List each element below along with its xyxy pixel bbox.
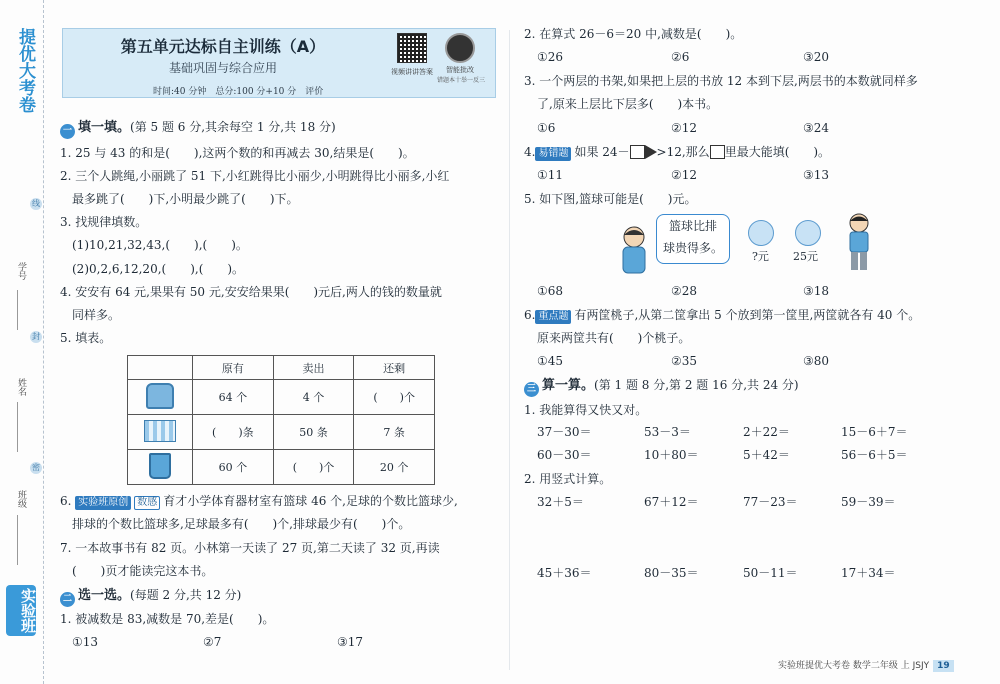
choice-option[interactable]: ①6 <box>537 121 556 135</box>
calc-2: 2. 用竖式计算。 <box>524 472 612 486</box>
choice-option[interactable]: ②6 <box>671 50 690 64</box>
volleyball-icon <box>795 220 821 246</box>
choice-4 <box>524 145 830 161</box>
qr-code-icon[interactable] <box>397 33 427 63</box>
section-note: (每题 2 分,共 12 分) <box>130 588 242 602</box>
table-header-cell: 还剩 <box>354 356 435 380</box>
table-row <box>128 415 435 450</box>
section-note: (第 1 题 8 分,第 2 题 16 分,共 24 分) <box>594 378 799 392</box>
calc-item[interactable]: 56－6＋5＝ <box>841 448 908 462</box>
smart-caption: 智能批改 <box>446 66 474 74</box>
bubble-line: 球贵得多。 <box>662 241 723 255</box>
section-calculate <box>524 378 799 397</box>
question-2-line1: 2. 三个人跳绳,小丽跳了 51 下,小红跳得比小丽少,小明跳得比小丽多,小红 <box>60 169 450 183</box>
page-header <box>62 28 496 98</box>
section-number: 二 <box>60 592 75 607</box>
page-number: 19 <box>933 660 954 672</box>
calc-item[interactable]: 60－30＝ <box>537 448 592 462</box>
section-number: 三 <box>524 382 539 397</box>
question-4-line2: 同样多。 <box>72 308 121 322</box>
key-question-tag: 重点题 <box>535 310 571 324</box>
student-id-line <box>17 290 18 330</box>
class-line <box>17 515 18 565</box>
table-cell: 20 个 <box>354 450 435 485</box>
choice-option[interactable]: ②28 <box>671 284 698 298</box>
vertical-calc-item[interactable]: 59－39＝ <box>841 495 896 509</box>
choice-option[interactable]: ③80 <box>803 354 830 368</box>
question-3a: (1)10,21,32,43,( ),( )。 <box>72 238 248 252</box>
table-cell[interactable]: ( )个 <box>354 380 435 415</box>
question-6-line2: 排球的个数比篮球多,足球最多有( )个,排球最少有( )个。 <box>72 517 411 531</box>
choice-4-text-a: 如果 24－ <box>574 145 630 159</box>
section-title: 填一填。 <box>78 120 131 135</box>
vertical-calc-item[interactable]: 67＋12＝ <box>644 495 699 509</box>
question-4-line1: 4. 安安有 64 元,果果有 50 元,安安给果果( )元后,两人的钱的数量就 <box>60 285 442 299</box>
choice-option[interactable]: ①11 <box>537 168 564 182</box>
section-choose <box>60 588 241 607</box>
section-note: (第 5 题 6 分,其余每空 1 分,共 18 分) <box>130 120 336 134</box>
bubble-line: 篮球比排 <box>668 219 717 233</box>
smart-caption-2: 错题本十举一反三 <box>436 77 485 84</box>
choice-2: 2. 在算式 26－6＝20 中,减数是( )。 <box>524 27 743 41</box>
choice-option[interactable]: ①13 <box>72 635 99 649</box>
choice-option[interactable]: ②12 <box>671 121 698 135</box>
table-row <box>128 450 435 485</box>
table-cell: 60 个 <box>193 450 274 485</box>
smart-grading-icon[interactable] <box>445 33 475 63</box>
section-title: 算一算。 <box>542 378 595 393</box>
section-fill <box>60 120 336 139</box>
blank-box[interactable] <box>630 145 645 159</box>
vertical-calc-item[interactable]: 32＋5＝ <box>537 495 584 509</box>
footer-text: 实验班提优大考卷 数学二年级 上 JSJY <box>778 661 930 671</box>
table-header-cell <box>128 356 193 380</box>
volleyball-price: 25元 <box>793 250 818 263</box>
greater-than-icon <box>645 145 657 159</box>
blank-box[interactable] <box>710 145 725 159</box>
choice-option[interactable]: ②12 <box>671 168 698 182</box>
seal-dot: 线 <box>32 199 40 208</box>
table-header-row <box>128 356 435 380</box>
choice-option[interactable]: ①26 <box>537 50 564 64</box>
question-3b: (2)0,2,6,12,20,( ),( )。 <box>72 262 245 276</box>
question-6-line1: 6. 实验班原创 数感 育才小学体育器材室有篮球 46 个,足球的个数比篮球少, <box>60 494 458 508</box>
boy-illustration <box>618 225 650 275</box>
choice-4-text-b: >12,那么 <box>656 145 710 159</box>
question-6-text: 育才小学体育器材室有篮球 46 个,足球的个数比篮球少, <box>163 494 458 508</box>
section-number: 一 <box>60 124 75 139</box>
choice-4-number: 4. <box>524 145 536 159</box>
choice-option[interactable]: ③24 <box>803 121 830 135</box>
choice-option[interactable]: ①68 <box>537 284 564 298</box>
calc-item[interactable]: 10＋80＝ <box>644 448 699 462</box>
question-2-line2: 最多跳了( )下,小明最少跳了( )下。 <box>72 192 299 206</box>
original-tag: 实验班原创 <box>75 496 131 510</box>
question-5: 5. 填表。 <box>60 331 112 345</box>
choice-6-text: 有两筐桃子,从第二筐拿出 5 个放到第一筐里,两筐就各有 40 个。 <box>574 308 921 322</box>
brand-top: 提优大考卷 <box>15 28 35 113</box>
cup-icon <box>128 450 193 485</box>
choice-6-line1 <box>524 308 920 324</box>
vertical-calc-item[interactable]: 17＋34＝ <box>841 566 896 580</box>
basketball-price: ?元 <box>752 250 769 263</box>
towel-icon <box>128 415 193 450</box>
vertical-calc-item[interactable]: 50－11＝ <box>743 566 798 580</box>
backpack-icon <box>128 380 193 415</box>
error-prone-tag: 易错题 <box>535 147 571 161</box>
section-title: 选一选。 <box>78 588 131 603</box>
column-divider <box>509 30 510 670</box>
page-footer <box>778 658 954 672</box>
qr-caption: 视频讲讲答案 <box>391 68 433 76</box>
choice-option[interactable]: ②7 <box>203 635 222 649</box>
question-1: 1. 25 与 43 的和是( ),这两个数的和再减去 30,结果是( )。 <box>60 146 415 160</box>
choice-6-number: 6. <box>524 308 536 322</box>
choice-option[interactable]: ③13 <box>803 168 830 182</box>
table-cell: 4 个 <box>273 380 354 415</box>
question-7-line1: 7. 一本故事书有 82 页。小林第一天读了 27 页,第二天读了 32 页,再读 <box>60 541 440 555</box>
basketball-icon <box>748 220 774 246</box>
calc-item[interactable]: 53－3＝ <box>644 425 691 439</box>
table-row <box>128 380 435 415</box>
table-cell[interactable]: ( )个 <box>273 450 354 485</box>
choice-option[interactable]: ③18 <box>803 284 830 298</box>
calc-item[interactable]: 15－6＋7＝ <box>841 425 908 439</box>
choice-6-line2: 原来两筐共有( )个桃子。 <box>537 331 691 345</box>
choice-1: 1. 被减数是 83,减数是 70,差是( )。 <box>60 612 275 626</box>
question-7-line2: ( )页才能读完这本书。 <box>72 564 214 578</box>
speech-bubble <box>656 214 730 264</box>
binding-margin <box>0 0 44 684</box>
choice-3-line1: 3. 一个两层的书架,如果把上层的书放 12 本到下层,两层书的本数就同样多 <box>524 74 918 88</box>
table-cell: 64 个 <box>193 380 274 415</box>
name-line <box>17 402 18 452</box>
calc-item[interactable]: 5＋42＝ <box>743 448 790 462</box>
calc-item[interactable]: 37－30＝ <box>537 425 592 439</box>
page-subtitle: 基础巩固与综合应用 <box>168 61 277 75</box>
page-title: 第五单元达标自主训练（A） <box>120 37 326 56</box>
calc-1: 1. 我能算得又快又对。 <box>524 403 648 417</box>
exam-info: 时间:40 分钟 总分:100 分+10 分 评价 <box>153 87 324 97</box>
table-cell: 50 条 <box>273 415 354 450</box>
choice-option[interactable]: ②35 <box>671 354 698 368</box>
seal-dot: 封 <box>32 332 40 341</box>
choice-4-text-c: 里最大能填( )。 <box>724 145 831 159</box>
vertical-calc-item[interactable]: 45＋36＝ <box>537 566 592 580</box>
class-label: 班级 <box>16 490 26 508</box>
vertical-calc-item[interactable]: 77－23＝ <box>743 495 798 509</box>
boy-standing-illustration <box>842 212 876 272</box>
choice-option[interactable]: ③17 <box>337 635 364 649</box>
choice-5: 5. 如下图,篮球可能是( )元。 <box>524 192 697 206</box>
student-id-label: 学号 <box>16 262 26 280</box>
table-cell[interactable]: ( )条 <box>193 415 274 450</box>
table-cell: 7 条 <box>354 415 435 450</box>
vertical-calc-item[interactable]: 80－35＝ <box>644 566 699 580</box>
table-header-cell: 原有 <box>193 356 274 380</box>
choice-3-line2: 了,原来上层比下层多( )本书。 <box>537 97 719 111</box>
fill-table <box>127 355 435 485</box>
calc-item[interactable]: 2＋22＝ <box>743 425 790 439</box>
choice-option[interactable]: ③20 <box>803 50 830 64</box>
name-label: 姓名 <box>16 378 26 396</box>
question-3: 3. 找规律填数。 <box>60 215 148 229</box>
table-header-cell: 卖出 <box>273 356 354 380</box>
choice-option[interactable]: ①45 <box>537 354 564 368</box>
number-sense-tag: 数感 <box>134 496 160 510</box>
seal-dot: 密 <box>32 463 40 472</box>
brand-bottom: 实验班 <box>6 585 36 636</box>
